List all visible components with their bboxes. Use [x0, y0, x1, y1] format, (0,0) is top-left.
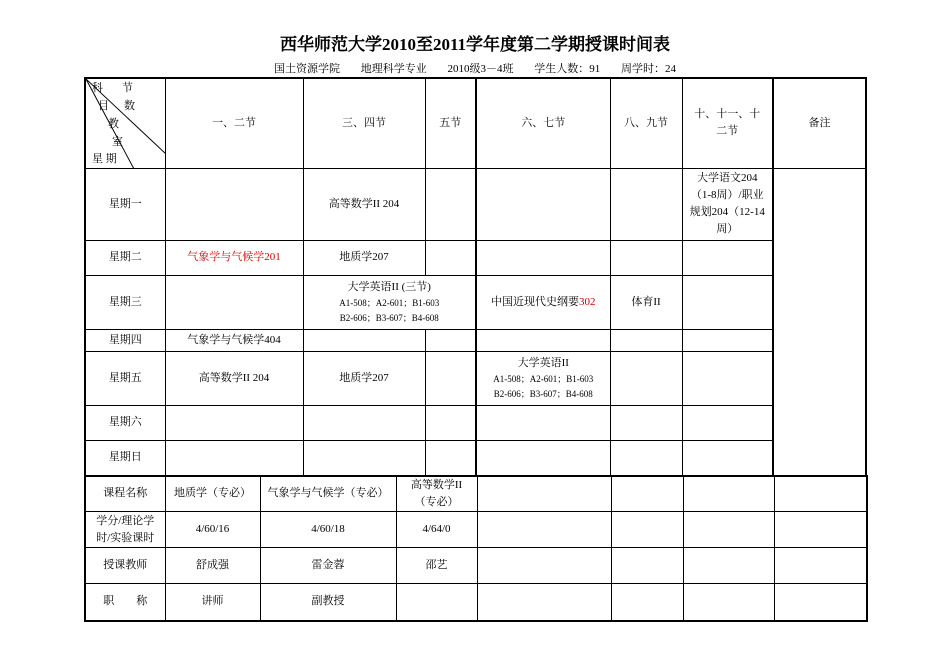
rank-cell: [396, 584, 477, 621]
room-number: 302: [579, 295, 596, 308]
course-name-cell: 气象学与气候学（专必）: [260, 476, 396, 512]
english-title: 大学英语II: [517, 356, 569, 369]
schedule-cell: 高等数学II 204: [303, 168, 425, 240]
day-label: 星期日: [85, 440, 165, 476]
corner-shi: 室: [112, 136, 123, 148]
day-label: 星期一: [85, 168, 165, 240]
day-label: 星期五: [85, 351, 165, 405]
rank-cell: 讲师: [165, 584, 260, 621]
english-title: 大学英语II (三节): [347, 280, 431, 293]
summary-cell: [774, 512, 867, 548]
course-summary-table: [84, 475, 868, 622]
student-count: 学生人数：91: [534, 63, 601, 75]
schedule-cell: [682, 440, 773, 476]
schedule-cell: [610, 351, 682, 405]
corner-jiao: 教: [108, 118, 119, 130]
schedule-cell: 地质学207: [303, 240, 425, 275]
period-header: 十、十一、十二节: [682, 78, 773, 168]
schedule-cell: [610, 329, 682, 351]
english-rooms-2: B2-606；B3-607；B4-608: [339, 312, 439, 323]
period-header-notes: 备注: [773, 78, 866, 168]
english-rooms-1: A1-508；A2-601；B1-603: [339, 297, 440, 308]
schedule-cell: [476, 329, 610, 351]
schedule-cell: [425, 329, 476, 351]
summary-cell: [774, 548, 867, 584]
summary-cell: [477, 476, 611, 512]
schedule-cell: [476, 168, 610, 240]
schedule-cell: 气象学与气候学201: [165, 240, 303, 275]
period-header: 一、二节: [165, 78, 303, 168]
schedule-cell: 气象学与气候学404: [165, 329, 303, 351]
summary-cell: [774, 476, 867, 512]
summary-cell: [683, 584, 774, 621]
summary-cell: [477, 548, 611, 584]
day-label: 星期六: [85, 405, 165, 440]
weekly-hours: 周学时：24: [621, 63, 676, 75]
period-header: 三、四节: [303, 78, 425, 168]
summary-cell: [683, 548, 774, 584]
teacher-cell: 舒成强: [165, 548, 260, 584]
schedule-cell: [610, 168, 682, 240]
course-name: 中国近现代史纲要: [491, 295, 579, 308]
credits-cell: 4/64/0: [396, 512, 477, 548]
summary-cell: [611, 476, 683, 512]
corner-jie: 节: [122, 82, 133, 94]
schedule-cell: [682, 275, 773, 329]
schedule-table: [84, 77, 867, 477]
period-header: 五节: [425, 78, 476, 168]
schedule-cell: [165, 405, 303, 440]
day-label: 星期二: [85, 240, 165, 275]
schedule-cell: [425, 351, 476, 405]
schedule-cell: [610, 440, 682, 476]
summary-cell: [774, 584, 867, 621]
corner-mu: 目: [98, 100, 109, 112]
schedule-cell: [610, 405, 682, 440]
schedule-cell: [425, 240, 476, 275]
period-header: 六、七节: [476, 78, 610, 168]
schedule-cell: [425, 405, 476, 440]
rank-cell: 副教授: [260, 584, 396, 621]
teacher-cell: 雷金蓉: [260, 548, 396, 584]
schedule-cell: 高等数学II 204: [165, 351, 303, 405]
summary-row-label: 学分/理论学时/实验课时: [85, 512, 165, 548]
teacher-cell: 邵艺: [396, 548, 477, 584]
corner-shu: 数: [124, 100, 135, 112]
summary-cell: [611, 512, 683, 548]
summary-cell: [611, 584, 683, 621]
header-corner-cell: [85, 78, 165, 168]
schedule-cell: [476, 440, 610, 476]
summary-cell: [611, 548, 683, 584]
corner-ke: 科: [92, 82, 103, 94]
credits-cell: 4/60/16: [165, 512, 260, 548]
class-info: [0, 60, 950, 76]
corner-xingqi: 星 期: [92, 153, 117, 165]
schedule-cell: [165, 168, 303, 240]
class-label: 2010级3－4班: [447, 63, 514, 75]
schedule-cell: [476, 405, 610, 440]
course-name-cell: 高等数学II（专必）: [396, 476, 477, 512]
schedule-cell: 地质学207: [303, 351, 425, 405]
schedule-cell: [476, 240, 610, 275]
day-label: 星期四: [85, 329, 165, 351]
schedule-cell: [425, 440, 476, 476]
schedule-cell: [425, 168, 476, 240]
summary-cell: [683, 476, 774, 512]
schedule-cell: [303, 329, 425, 351]
day-label: 星期三: [85, 275, 165, 329]
summary-row-label: 授课教师: [85, 548, 165, 584]
english-rooms-1: A1-508；A2-601；B1-603: [493, 373, 594, 384]
schedule-cell: [682, 351, 773, 405]
schedule-cell: [165, 440, 303, 476]
schedule-cell: [303, 440, 425, 476]
schedule-cell: [682, 405, 773, 440]
schedule-cell: 体育II: [610, 275, 682, 329]
schedule-cell: [476, 275, 610, 329]
summary-cell: [477, 512, 611, 548]
course-name-cell: 地质学（专必）: [165, 476, 260, 512]
schedule-cell: [610, 240, 682, 275]
credits-cell: 4/60/18: [260, 512, 396, 548]
schedule-cell-english: [303, 275, 476, 329]
schedule-cell: [165, 275, 303, 329]
period-header: 八、九节: [610, 78, 682, 168]
summary-cell: [477, 584, 611, 621]
schedule-cell: [682, 329, 773, 351]
schedule-cell-english: [476, 351, 610, 405]
page-title: 西华师范大学2010至2011学年度第二学期授课时间表: [279, 35, 671, 54]
schedule-cell: [303, 405, 425, 440]
notes-cell: [773, 168, 866, 476]
schedule-cell: [682, 240, 773, 275]
summary-cell: [683, 512, 774, 548]
summary-row-label: 课程名称: [85, 476, 165, 512]
summary-row-label: 职 称: [85, 584, 165, 621]
college-label: 国土资源学院: [274, 63, 340, 75]
schedule-cell: 大学语文204（1-8周）/职业规划204（12-14周）: [682, 168, 773, 240]
major-label: 地理科学专业: [360, 63, 427, 75]
english-rooms-2: B2-606；B3-607；B4-608: [493, 388, 593, 399]
